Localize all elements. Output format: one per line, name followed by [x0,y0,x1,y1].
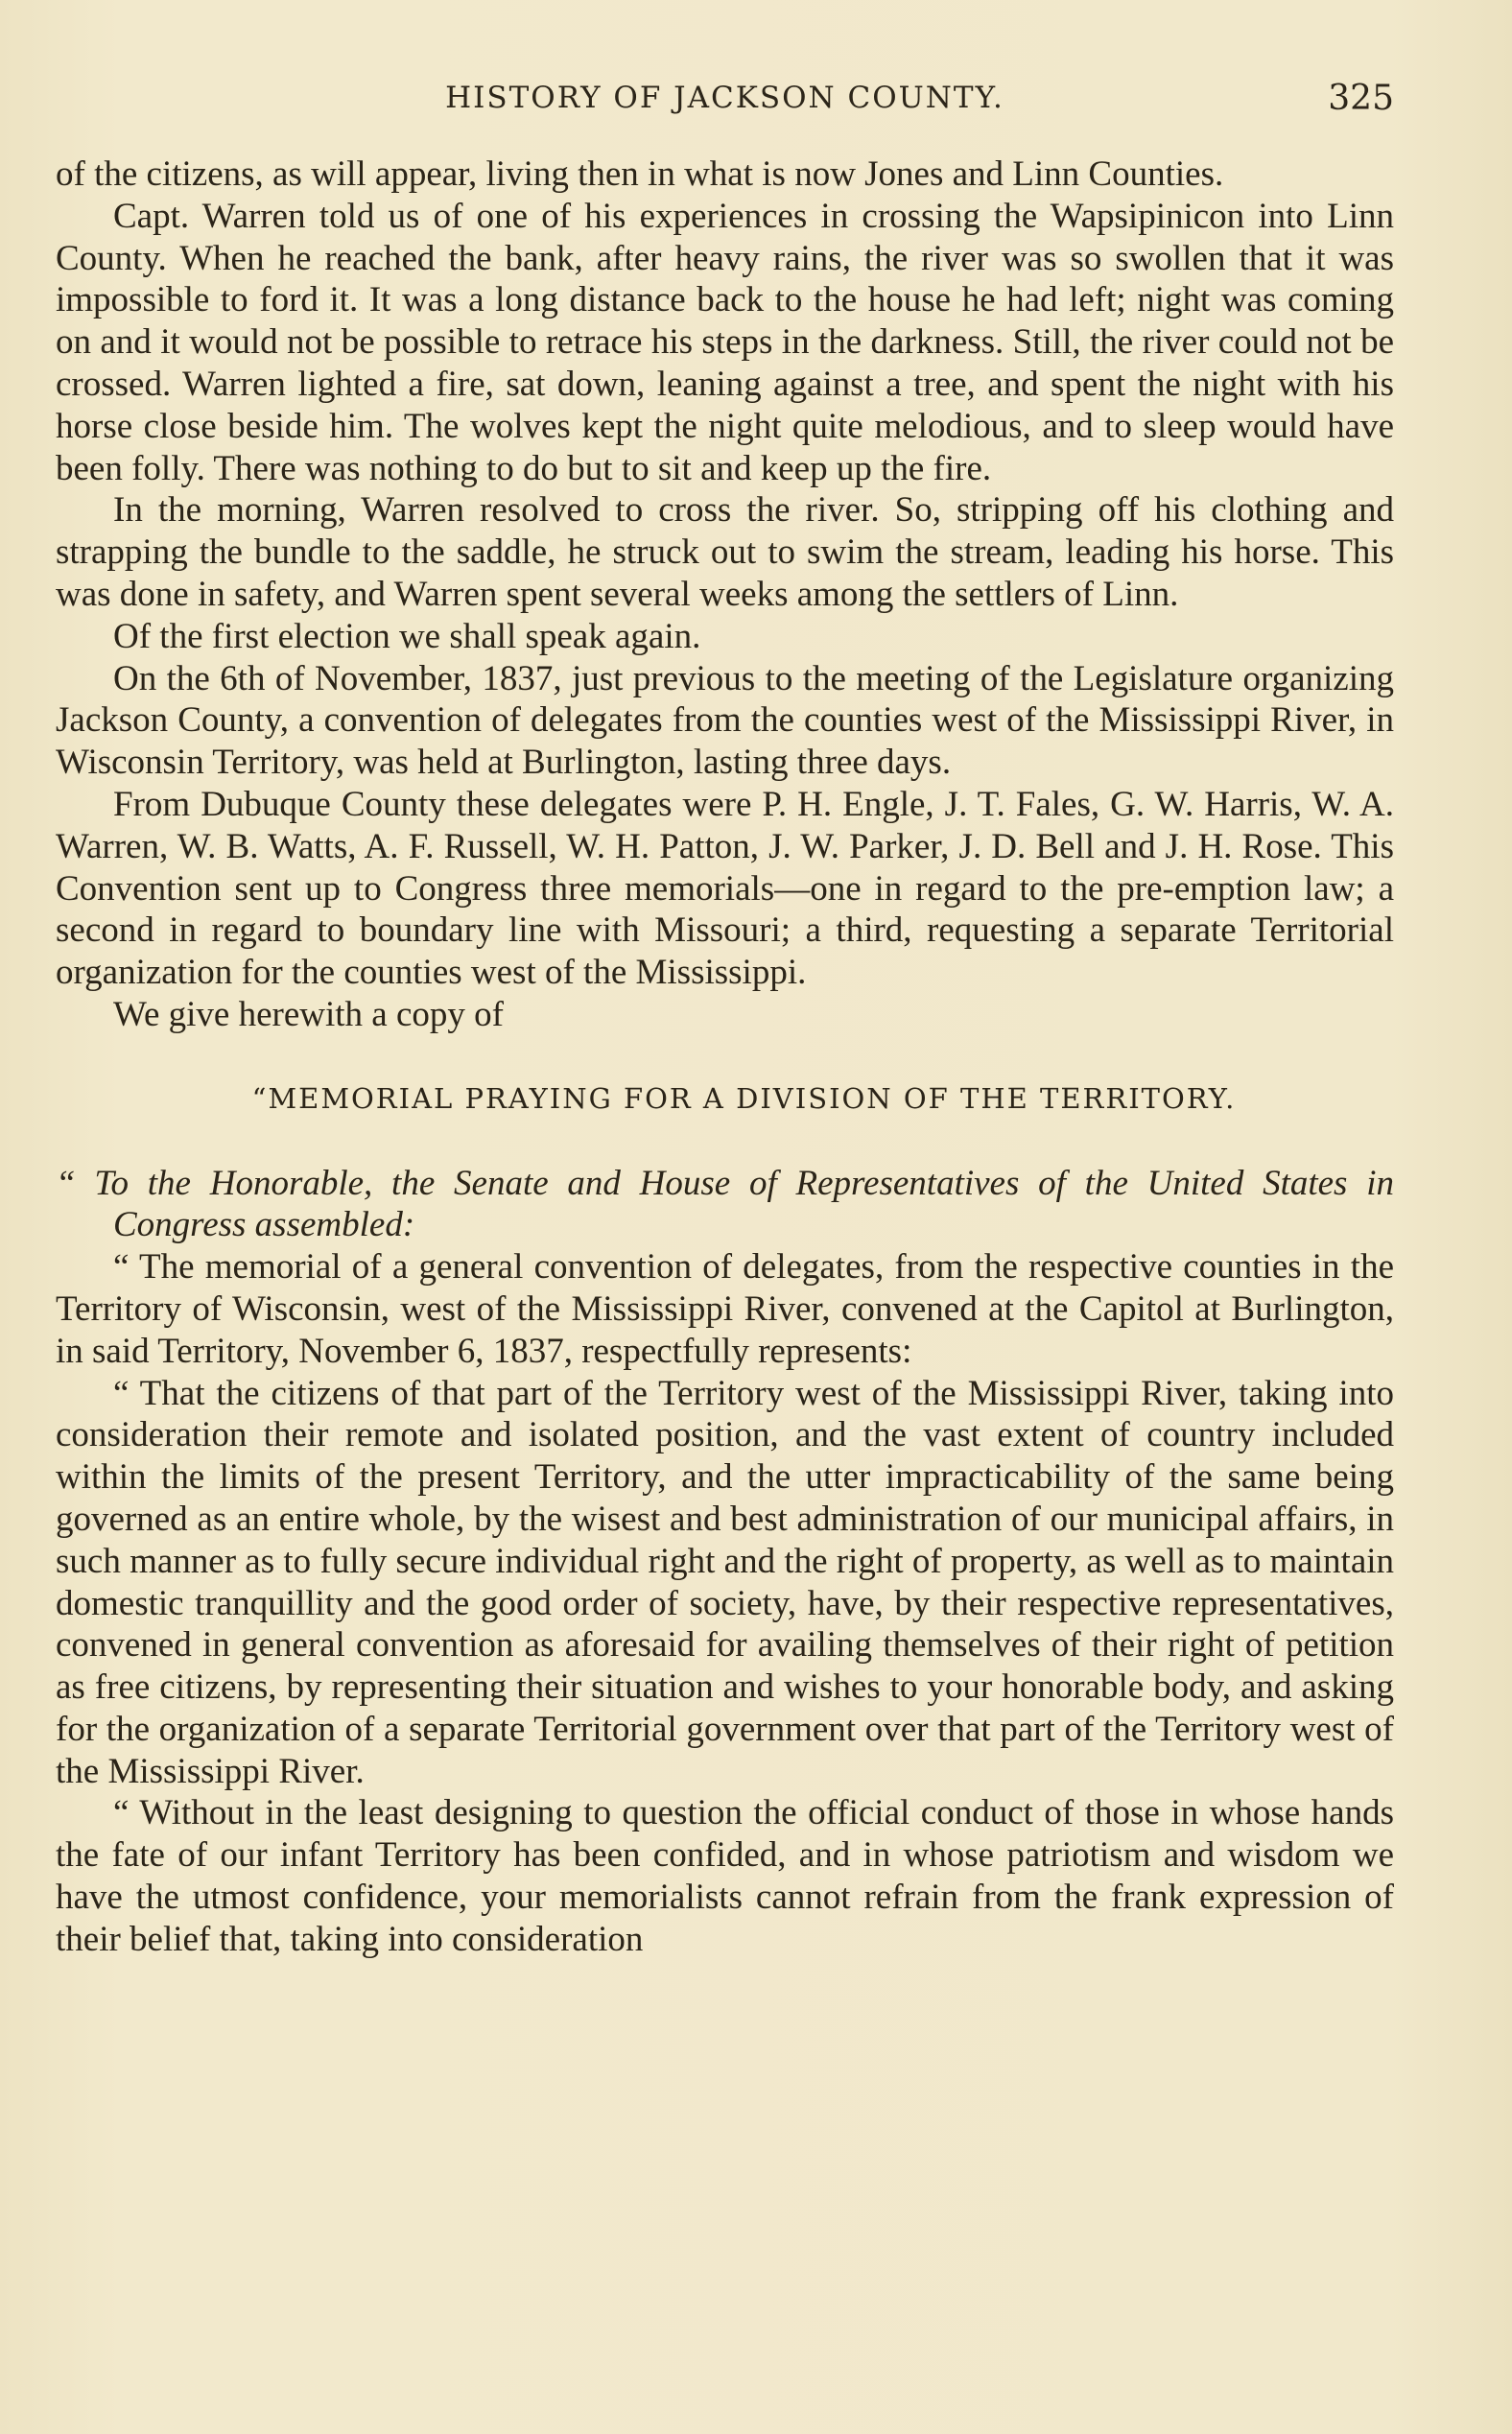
page-number: 325 [1328,79,1394,118]
paragraph: In the morning, Warren resolved to cross the river. So, stripping off his clothing and strapping the bundle to the saddle, he struck out to swim the stream, leading his horse. This was done in safety, and Warren spent several weeks among the settlers of Linn. [56,490,1394,614]
memorial-paragraph: “ Without in the least designing to question the official conduct of those in whose hands the fate of our infant Territory has been confided, and in whose patriotism and wisdom we have the utmost confidence, your memorialists cannot refrain from the frank expression of their belief that, taking into consideration [56,1793,1394,1959]
memorial-heading: “MEMORIAL PRAYING FOR A DIVISION OF THE TERRITORY. [251,1081,1237,1115]
memorial-paragraph: “ The memorial of a general convention of delegates, from the respective counties in the Territory of Wisconsin, west of the Mississippi River, convened at the Capitol at Burlington, in said Territory, November 6, 1837, respectfully represents: [56,1247,1394,1371]
paragraph: Of the first election we shall speak again. [113,616,701,656]
paragraph: On the 6th of November, 1837, just previous to the meeting of the Legislature organizing Jackson County, a convention of delegates from the counties west of the Mississippi River, in Wisconsin Territory, was held at Burlington, lasting three days. [56,658,1394,783]
paragraph: We give herewith a copy of [113,994,504,1034]
memorial-paragraph: “ That the citizens of that part of the Territory west of the Mississippi River, taking into consideration their remote and isolated position, and the vast extent of country included within the limits of the present Territory, and the utter impracticability of the same being governed as an entire whole, by the wisest and best administration of our municipal affairs, in such manner as to fully secure individual right and the right of property, as well as to maintain domestic tranquillity and the good order of society, have, by their respective representatives, convened in general convention as aforesaid for availing themselves of their right of petition as free citizens, by representing their situation and wishes to your honorable body, and asking for the organization of a separate Territorial government over that part of the Territory west of the Mississippi River. [56,1373,1395,1791]
page-header [56,75,1394,123]
page-body [56,154,1394,1961]
paragraph: From Dubuque County these delegates were P. H. Engle, J. T. Fales, G. W. Harris, W. A. Warren, W. B. Watts, A. F. Russell, W. H. Patton, J. W. Parker, J. D. Bell and J. H. Rose. This Convention sent up to Congress three memorials—one in regard to the pre-emption law; a second in regard to boundary line with Missouri; a third, requesting a separate Territorial organization for the counties west of the Mississippi. [56,784,1394,993]
paragraph: of the citizens, as will appear, living then in what is now Jones and Linn Counties. [56,154,1224,194]
paragraph: Capt. Warren told us of one of his experiences in crossing the Wapsipinicon into Linn County. When he reached the bank, after heavy rains, the river was so swollen that it was impossible to ford it. It was a long distance back to the house he had left; night was coming on and it would not be possible to retrace his steps in the darkness. Still, the river could not be crossed. Warren lighted a fire, sat down, leaning against a tree, and spent the night with his horse close beside him. The wolves kept the night quite melodious, and to sleep would have been folly. There was nothing to do but to sit and keep up the fire. [56,196,1394,488]
memorial-address: “ To the Honorable, the Senate and House of Representatives of the United States in Congress assembled: [56,1163,1394,1245]
running-title: HISTORY OF JACKSON COUNTY. [445,81,1004,115]
